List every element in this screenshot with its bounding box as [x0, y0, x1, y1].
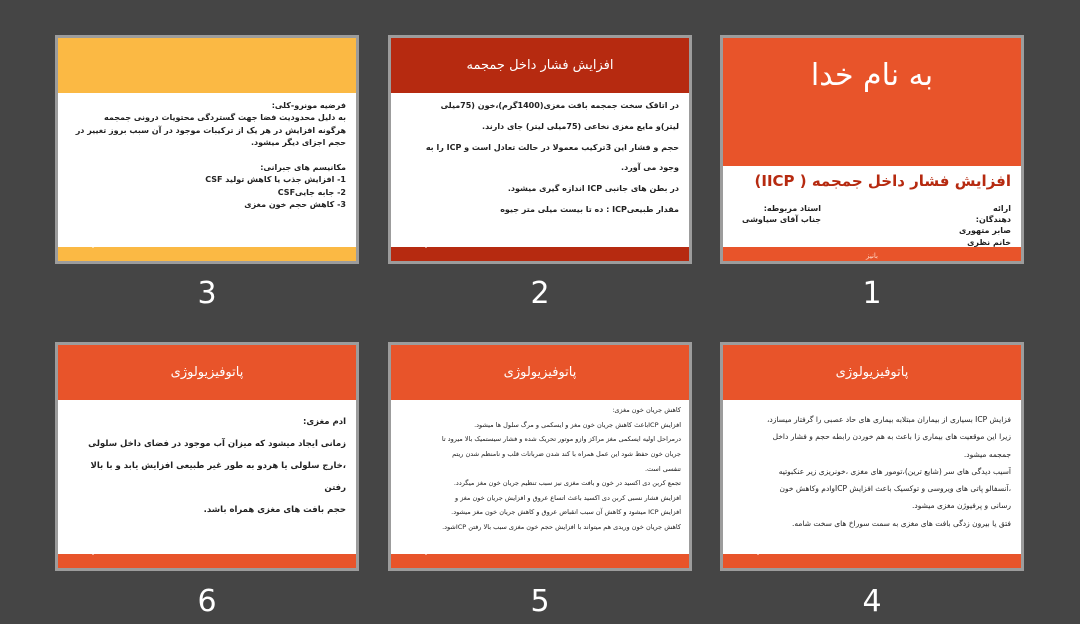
slide-title: به نام خدا — [810, 58, 934, 93]
slide-number-3: 3 — [197, 276, 217, 311]
slide-footer-text: بانیز — [865, 252, 878, 260]
slide-footer-band — [58, 247, 356, 261]
slide-footer-band — [723, 554, 1021, 568]
slide-number-4: 4 — [862, 584, 882, 619]
slide-title: پاتوفیزیولوژی — [391, 345, 689, 400]
teacher-block: استاد مربوطه: جناب آقای سیاوشی — [741, 204, 821, 225]
slide-title: پاتوفیزیولوژی — [723, 345, 1021, 400]
slide-thumbnail-6[interactable] — [55, 342, 359, 571]
slide-canvas — [723, 38, 1021, 261]
slide-canvas — [58, 38, 356, 261]
slide-number-5: 5 — [530, 584, 550, 619]
slide-title: پاتوفیزیولوژی — [58, 345, 356, 400]
slide-title: افزایش فشار داخل جمجمه — [391, 38, 689, 93]
slide-thumbnail-2[interactable] — [388, 35, 692, 264]
slide-thumbnail-3[interactable] — [55, 35, 359, 264]
slide-thumbnail-1[interactable] — [720, 35, 1024, 264]
slide-subtitle: افزایش فشار داخل جمجمه ( IICP) — [754, 172, 1011, 190]
slide-canvas — [391, 38, 689, 261]
slide-number-6: 6 — [197, 584, 217, 619]
slide-number-1: 1 — [862, 276, 882, 311]
slide-canvas — [58, 345, 356, 568]
slide-body-text: ادم مغزی: زمانی ایجاد میشود که میزان آب موجود در فضای داخل سلولی ،خارج سلولی یا هردو به طور غیر طبیعی افزایش یابد و با بالا رفتن حجم بافت های مغزی همراه باشد. — [88, 417, 346, 516]
slide-footer-band — [391, 554, 689, 568]
slide-thumbnail-4[interactable] — [720, 342, 1024, 571]
slide-header-band — [58, 38, 356, 93]
presenters-block: ارائه دهندگان: صابر متهوری خانم نظری — [959, 204, 1011, 247]
slide-number-2: 2 — [530, 276, 550, 311]
slide-body-text: فزایش ICP بسیاری از بیماران مبتلابه بیماری های حاد عصبی را گرفتار میسازد، زیرا این موقعیت های بیماری زا باعث به هم خوردن رابطه حجم و فشار داخل جمجمه میشود. آسیب دیدگی های سر (شایع ترین)،تومور های مغزی ،خونریزی زیر عنکبوتیه ،آنسفالو پاتی های ویروسی و توکسیک باعث افزایش ICPوادم وکاهش خون رسانی و پرفیوژن مغزی میشود. فتق یا بیرون زدگی بافت های مغزی به سمت سوراخ های سخت شامه. — [766, 415, 1011, 528]
slide-footer-band — [58, 554, 356, 568]
slide-body-text: فرضیه مونرو-کلی: به دلیل محدودیت فضا جهت گستردگی محتویات درونی جمجمه هرگونه افزایش در هر یک از ترکیبات موجود در آن سبب بروز تغییر در حجم اجزای دیگر میشود. مکانیسم های جبرانی: 1- افزایش جذب یا کاهش تولید CSF 2- جابه جاییCSF 3- کاهش حجم خون مغزی — [75, 101, 346, 210]
slide-body-text: کاهش جریان خون مغزی: افزایش ICPباعث کاهش جریان خون مغز و ایسکمی و مرگ سلول ها میشود. درمراحل اولیه ایسکمی مغز مراکز وازو موتور تحریک شده و فشار سیستمیک بالا میرود تا جریان خون حفظ شود این عمل همراه با کند شدن ضربانات قلب و نامنظم شدن ریتم تنفسی است. تجمع کربن دی اکسید در خون و بافت مغزی نیز سبب تنظیم جریان خون مغز میگردد. افزایش فشار نسبی کربن دی اکسید باعث اتساع عروق و افزایش جریان خون مغز و افزایش ICP میشود و کاهش آن سبب انقباض عروق و کاهش جریان خون مغز میشود. کاهش جریان خون وریدی هم میتواند با افزایش حجم خون مغزی سبب بالا رفتن ICPشود. — [441, 406, 681, 531]
slide-footer-band — [391, 247, 689, 261]
slide-canvas — [391, 345, 689, 568]
slide-thumbnail-5[interactable] — [388, 342, 692, 571]
slide-canvas — [723, 345, 1021, 568]
slide-body-text: در اتاقک سخت جمجمه بافت مغزی(1400گرم)،خون (75میلی لیتر)و مایع مغزی نخاعی (75میلی لیتر) جای دارند. حجم و فشار این 3ترکیب معمولا در حالت تعادل است و ICP را به وجود می آورد. در بطن های جانبی ICP اندازه گیری میشود. مقدار طبیعیICP : ده تا بیست میلی متر جیوه — [425, 101, 679, 214]
